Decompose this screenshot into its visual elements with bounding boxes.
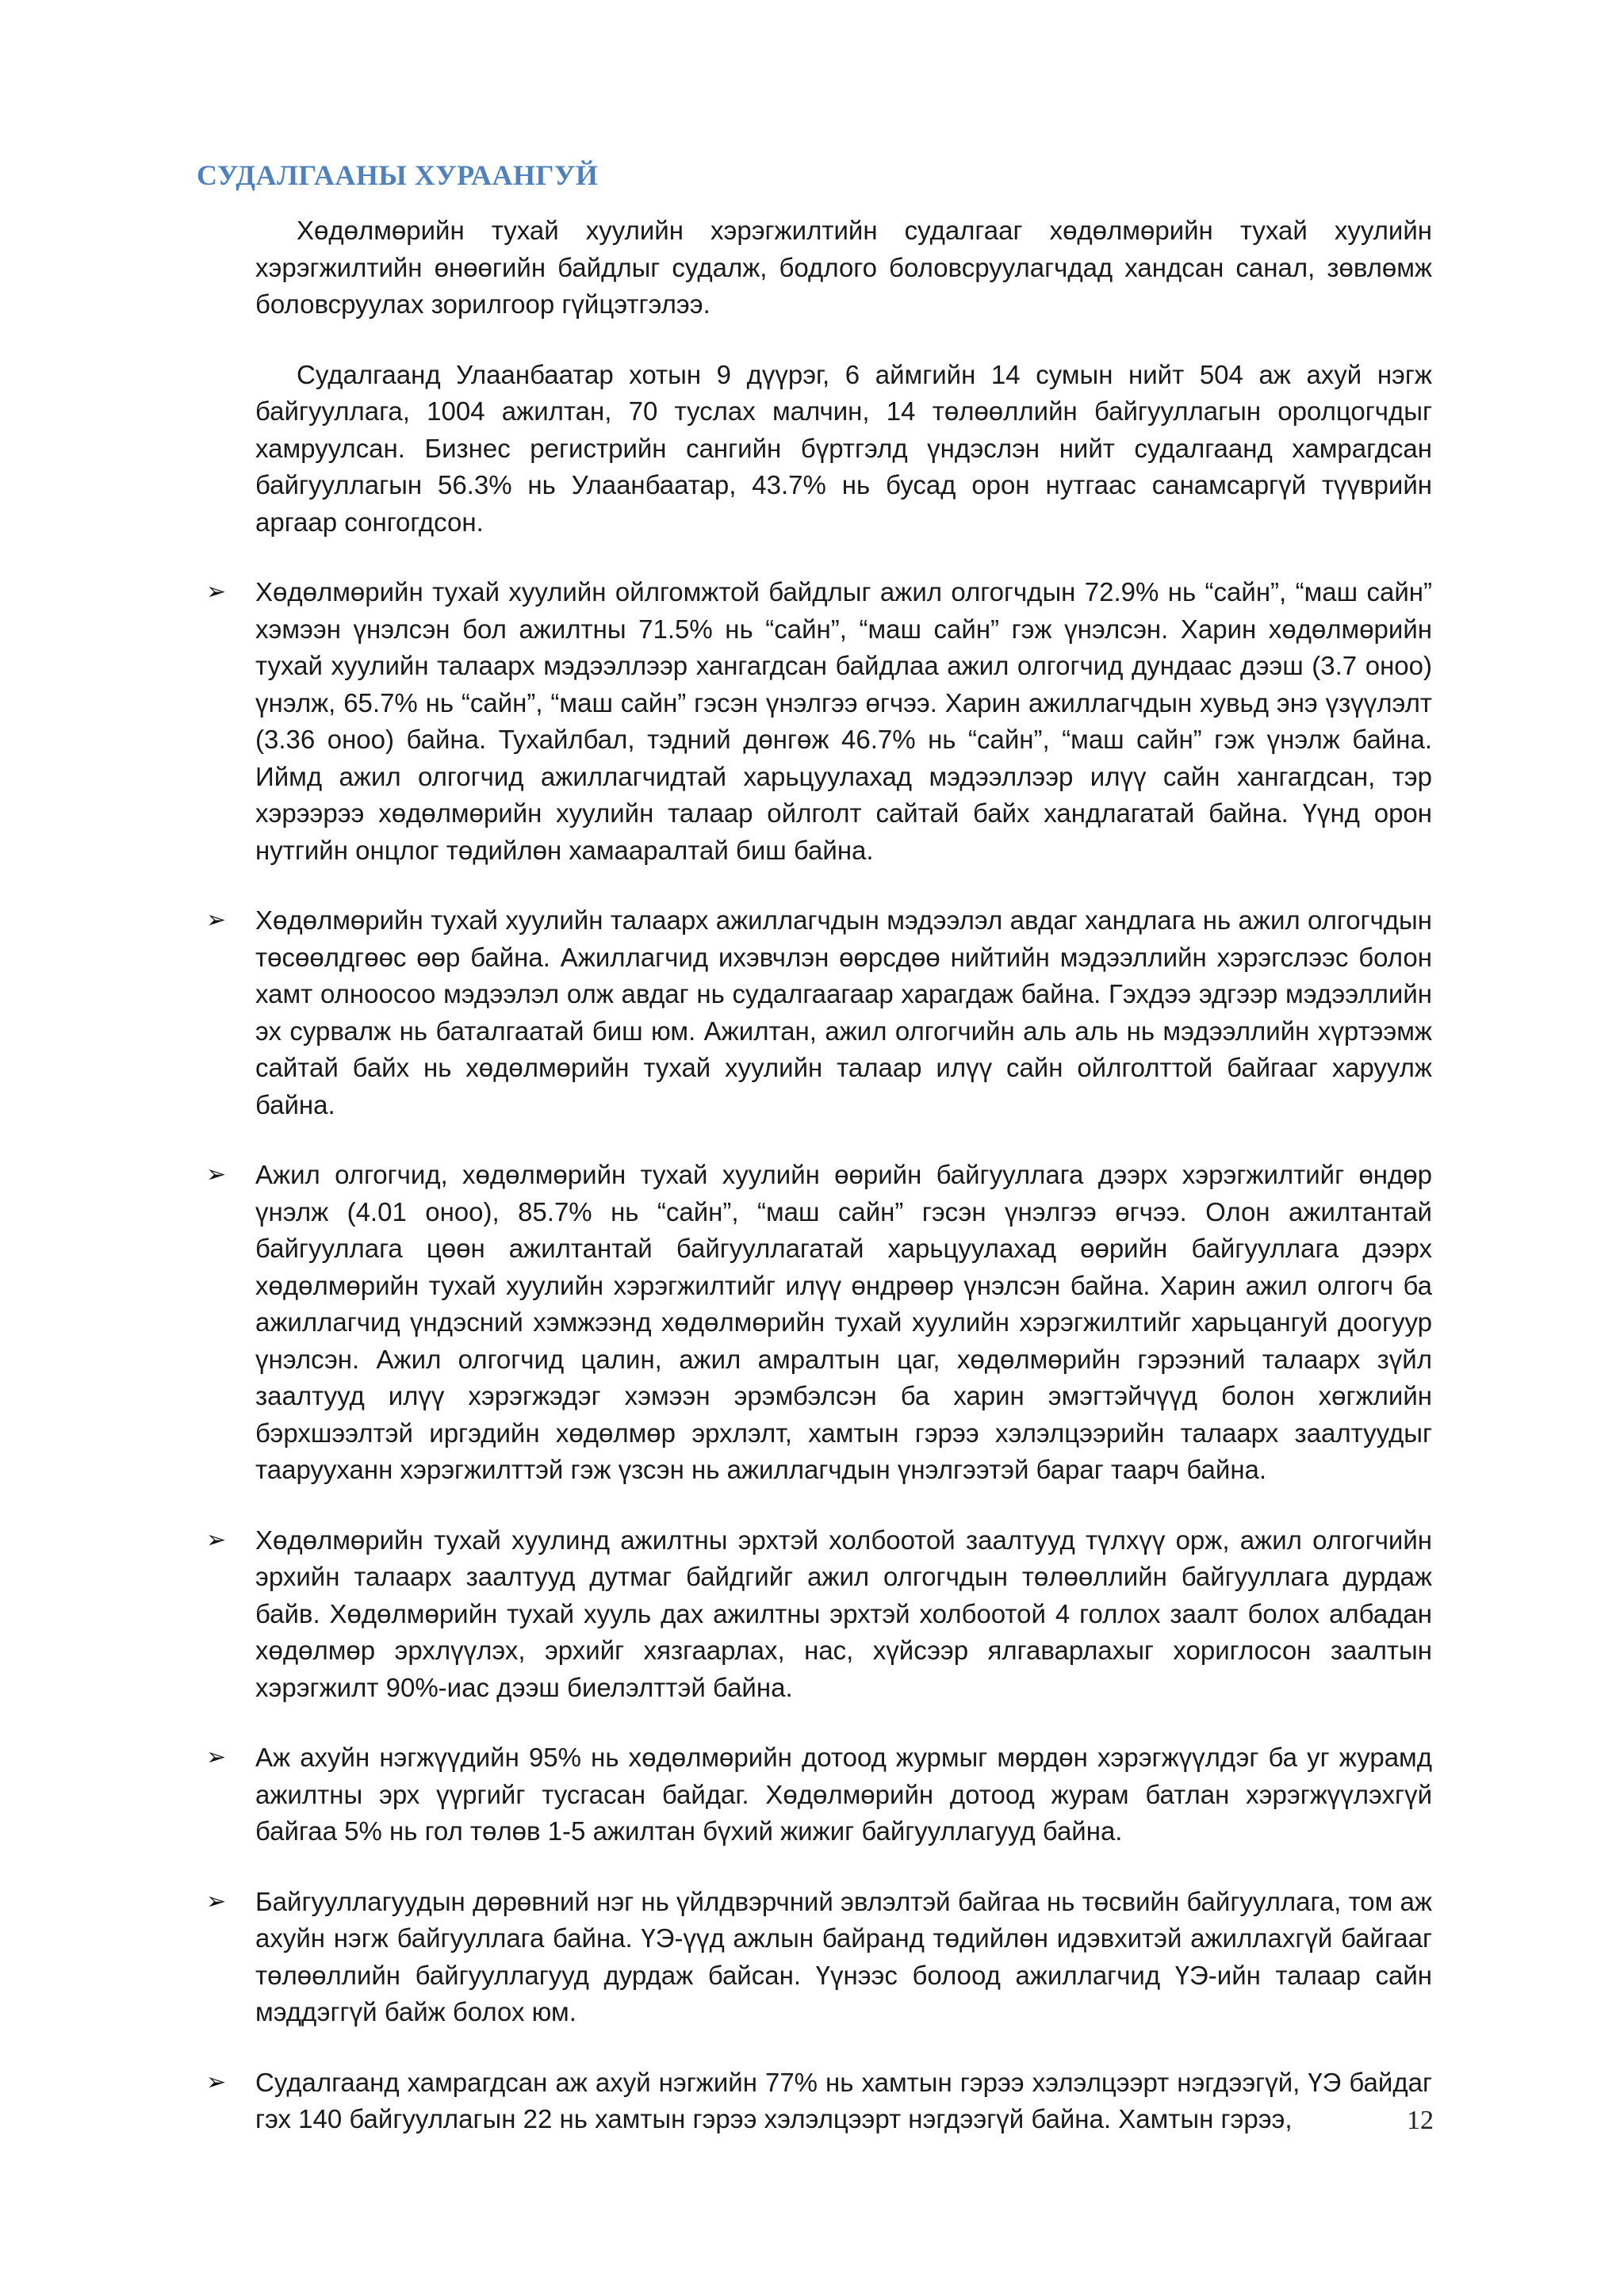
intro-paragraph-1: Хөдөлмөрийн тухай хуулийн хэрэгжилтийн судалгааг хөдөлмөрийн тухай хуулийн хэрэгжилтийн өнөөгийн байдлыг судалж, бодлого боловсруулагчдад хандсан санал, зөвлөмж боловсруулах зорилгоор гүйцэтгэлээ. <box>255 216 1432 319</box>
list-item <box>206 1884 1432 2031</box>
list-item <box>206 1522 1432 1707</box>
list-item-text: Аж ахуйн нэгжүүдийн 95% нь хөдөлмөрийн дотоод журмыг мөрдөн хэрэгжүүлдэг ба уг журамд ажилтны эрх үүргийг тусгасан байдаг. Хөдөлмөрийн дотоод журам батлан хэрэгжүүлэхгүй байгаа 5% нь гол төлөв 1-5 ажилтан бүхий жижиг байгууллагууд байна. <box>255 1743 1432 1846</box>
page-number: 12 <box>1407 2106 1434 2135</box>
list-item-text: Хөдөлмөрийн тухай хуулинд ажилтны эрхтэй холбоотой заалтууд түлхүү орж, ажил олгогчийн эрхийн талаарх заалтууд дутмаг байдгийг ажил олгогчдын төлөөллийн байгууллага дурдаж байв. Хөдөлмөрийн тухай хууль дах ажилтны эрхтэй холбоотой 4 голлох заалт болох албадан хөдөлмөр эрхлүүлэх, эрхийг хязгаарлах, нас, хүйсээр ялгаварлахыг хориглосон заалтын хэрэгжилт 90%-иас дээш биелэлттэй байна. <box>255 1525 1432 1702</box>
list-item-text: Хөдөлмөрийн тухай хуулийн ойлгомжтой байдлыг ажил олгогчдын 72.9% нь “сайн”, “маш сайн” хэмээн үнэлсэн бол ажилтны 71.5% нь “сайн”, “маш сайн” гэж үнэлсэн. Харин хөдөлмөрийн тухай хуулийн талаарх мэдээллээр хангагдсан байдлаа ажил олгогчид дундаас дээш (3.7 оноо) үнэлж, 65.7% нь “сайн”, “маш сайн” гэсэн үнэлгээ өгчээ. Харин ажиллагчдын хувьд энэ үзүүлэлт (3.36 оноо) байна. Тухайлбал, тэдний дөнгөж 46.7% нь “сайн”, “маш сайн” гэж үнэлж байна. Иймд ажил олгогчид ажиллагчидтай харьцуулахад мэдээллээр илүү сайн хангагдсан, тэр хэрээрээ хөдөлмөрийн хуулийн талаар ойлголт сайтай байх хандлагатай байна. Үүнд орон нутгийн онцлог төдийлөн хамааралтай биш байна. <box>255 577 1432 865</box>
list-item <box>206 1157 1432 1489</box>
intro-paragraph-2: Судалгаанд Улаанбаатар хотын 9 дүүрэг, 6 аймгийн 14 сумын нийт 504 аж ахуй нэгж байгууллага, 1004 ажилтан, 70 туслах малчин, 14 төлөөллийн байгууллагын оролцогчдыг хамруулсан. Бизнес регистрийн сангийн бүртгэлд үндэслэн нийт судалгаанд хамрагдсан байгууллагын 56.3% нь Улаанбаатар, 43.7% нь бусад орон нутгаас санамсаргүй түүврийн аргаар сонгогдсон. <box>255 359 1432 537</box>
list-item-text: Хөдөлмөрийн тухай хуулийн талаарх ажиллагчдын мэдээлэл авдаг хандлага нь ажил олгогчдын төсөөлдгөөс өөр байна. Ажиллагчид ихэвчлэн өөрсдөө нийтийн мэдээллийн хэрэгслээс болон хамт олноосоо мэдээлэл олж авдаг нь судалгаагаар харагдаж байна. Гэхдээ эдгээр мэдээллийн эх сурвалж нь баталгаатай биш юм. Ажилтан, ажил олгогчийн аль аль нь мэдээллийн хүртээмж сайтай байх нь хөдөлмөрийн тухай хуулийн талаар илүү сайн ойлголттой байгааг харуулж байна. <box>255 905 1432 1119</box>
list-item <box>206 902 1432 1123</box>
list-item-text: Байгууллагуудын дөрөвний нэг нь үйлдвэрчний эвлэлтэй байгаа нь төсвийн байгууллага, том аж ахуйн нэгж байгууллага байна. ҮЭ-үүд ажлын байранд төдийлөн идэвхитэй ажиллахгүй байгааг төлөөллийн байгууллагууд дурдаж байсан. Үүнээс болоод ажиллагчид ҮЭ-ийн талаар сайн мэддэггүй байж болох юм. <box>255 1886 1432 2026</box>
arrow-bullet-icon: ➢ <box>206 1161 227 1188</box>
document-body <box>206 212 1432 2172</box>
list-item <box>206 1739 1432 1850</box>
findings-list <box>206 574 1432 2138</box>
arrow-bullet-icon: ➢ <box>206 1743 227 1771</box>
list-item <box>206 574 1432 869</box>
list-item-text: Ажил олгогчид, хөдөлмөрийн тухай хуулийн өөрийн байгууллага дээрх хэрэгжилтийг өндөр үнэлж (4.01 оноо), 85.7% нь “сайн”, “маш сайн” гэсэн үнэлгээ өгчээ. Олон ажилтантай байгууллага цөөн ажилтантай байгууллагатай харьцуулахад өөрийн байгууллага дээрх хөдөлмөрийн тухай хуулийн хэрэгжилтийг илүү өндрөөр үнэлсэн байна. Харин ажил олгогч ба ажиллагчид үндэсний хэмжээнд хөдөлмөрийн тухай хуулийн хэрэгжилтийг харьцангуй доогуур үнэлсэн. Ажил олгогчид цалин, ажил амралтын цаг, хөдөлмөрийн гэрээний талаарх зүйл заалтууд илүү хэрэгжэдэг хэмээн эрэмбэлсэн ба харин эмэгтэйчүүд болон хөгжлийн бэрхшээлтэй иргэдийн хөдөлмөр эрхлэлт, хамтын гэрээ хэлэлцээрийн талаарх заалтуудыг таарууханн хэрэгжилттэй гэж үзсэн нь ажиллагчдын үнэлгээтэй бараг таарч байна. <box>255 1160 1432 1484</box>
list-item-text: Судалгаанд хамрагдсан аж ахуй нэгжийн 77% нь хамтын гэрээ хэлэлцээрт нэгдээгүй, ҮЭ байдаг гэх 140 байгууллагын 22 нь хамтын гэрээ хэлэлцээрт нэгдээгүй байна. Хамтын гэрээ, <box>255 2067 1432 2133</box>
list-item <box>206 2064 1432 2138</box>
arrow-bullet-icon: ➢ <box>206 2068 227 2096</box>
arrow-bullet-icon: ➢ <box>206 1887 227 1915</box>
section-heading: СУДАЛГААНЫ ХУРААНГУЙ <box>197 159 599 191</box>
arrow-bullet-icon: ➢ <box>206 578 227 606</box>
arrow-bullet-icon: ➢ <box>206 906 227 934</box>
arrow-bullet-icon: ➢ <box>206 1525 227 1554</box>
